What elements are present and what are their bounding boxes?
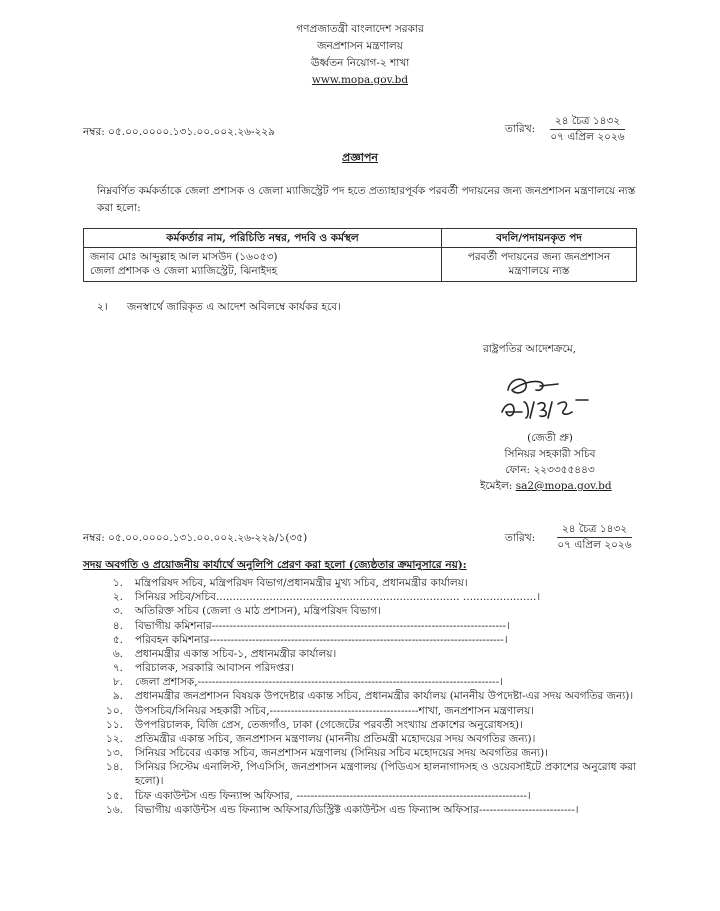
list-item	[83, 789, 643, 803]
email-label: ইমেইল:	[480, 480, 513, 492]
memo-number: নম্বর: ০৫.০০.০০০০.১৩১.০০.০০২.২৬-২২৯	[83, 126, 275, 138]
signatory-phone: ফোন: ২২৩৩৫৫৪৪৩	[505, 464, 595, 476]
email-link[interactable]: sa2@mopa.gov.bd	[515, 480, 612, 492]
list-item-number: ৪.	[112, 619, 123, 632]
signature-icon	[500, 372, 595, 427]
list-item-number: ১৬.	[106, 803, 123, 816]
date-label: তারিখ:	[505, 123, 536, 135]
date-bangla-copy: ২৪ চৈত্র ১৪৩২	[557, 522, 632, 538]
list-item	[83, 661, 643, 675]
cc-list	[83, 576, 643, 817]
memo-number-copy: নম্বর: ০৫.০০.০০০০.১৩১.০০.০০২.২৬-২২৯/১(৩৫)	[83, 532, 308, 544]
officer-name: জনাব মোঃ আব্দুল্লাহ আল মাসউদ (১৬০৫৩)	[90, 251, 278, 264]
list-item-number: ১.	[112, 577, 123, 589]
officer-post: জেলা প্রশাসক ও জেলা ম্যাজিস্ট্রেট, ঝিনাইদহ	[90, 265, 278, 278]
list-item-text: পরিচালক, সরকারি আবাসন পরিদপ্তর।	[135, 662, 294, 675]
list-item	[83, 760, 643, 788]
date-bangla: ২৪ চৈত্র ১৪৩২	[550, 114, 625, 130]
list-item-text: প্রধানমন্ত্রীর জনপ্রশাসন বিষয়ক উপদেষ্টার একান্ত সচিব, প্রধানমন্ত্রীর কার্যালয় (মাননীয় উপদেষ্টা-এর সদয় অবগতির জন্য)।	[135, 690, 634, 703]
list-item-number: ১৩.	[106, 747, 123, 760]
list-item	[83, 718, 643, 732]
list-item-number: ৬.	[112, 647, 123, 660]
paragraph-2	[97, 300, 341, 314]
branch-name: ঊর্ধ্বতন নিয়োগ-২ শাখা	[310, 57, 410, 69]
list-item	[83, 590, 643, 604]
list-item	[83, 619, 643, 633]
website-link[interactable]: www.mopa.gov.bd	[311, 74, 409, 86]
date-block-copy	[557, 522, 632, 552]
list-item	[83, 689, 643, 703]
table-row	[84, 248, 637, 281]
list-item-number: ৮.	[112, 676, 123, 689]
list-item-number: ৯.	[112, 690, 123, 703]
col-officer-header: কর্মকর্তার নাম, পরিচিতি নম্বর, পদবি ও কর্মস্থল	[84, 229, 442, 248]
date-english: ০৭ এপ্রিল ২০২৬	[550, 131, 625, 144]
list-item-number: ২.	[112, 591, 123, 604]
list-item-number: ১৪.	[106, 761, 123, 774]
list-item-number: ৫.	[112, 633, 123, 646]
signature-block	[475, 431, 625, 495]
signatory-email-line	[475, 479, 625, 495]
table-header-row	[84, 229, 637, 248]
date-label-copy: তারিখ:	[505, 532, 536, 544]
notification-title: প্রজ্ঞাপন	[342, 151, 378, 164]
col-posting-header: বদলি/পদায়নকৃত পদ	[442, 229, 637, 248]
list-item	[83, 675, 643, 689]
list-item-text: জেলা প্রশাসক,-------------------------------------------------------------------------------------।	[135, 676, 503, 689]
cc-heading: সদয় অবগতি ও প্রয়োজনীয় কার্যার্থে অনুলিপি প্রেরণ করা হলো (জ্যেষ্ঠতার ক্রমানুসারে নয়):	[83, 559, 467, 571]
signatory-designation: সিনিয়র সহকারী সচিব	[504, 448, 596, 460]
list-item-text: মন্ত্রিপরিষদ সচিব, মন্ত্রিপরিষদ বিভাগ/প্রধানমন্ত্রীর মুখ্য সচিব, প্রধানমন্ত্রীর কার্যালয়।	[135, 577, 468, 589]
list-item-text: উপপরিচালক, বিজি প্রেস, তেজগাঁও, ঢাকা (গেজেটের পরবর্তী সংখ্যায় প্রকাশের অনুরোধসহ)।	[135, 718, 523, 731]
list-item-number: ৩.	[112, 605, 123, 618]
list-item	[83, 732, 643, 746]
list-item-text: প্রধানমন্ত্রীর একান্ত সচিব-১, প্রধানমন্ত্রীর কার্যালয়।	[135, 647, 337, 660]
date-english-copy: ০৭ এপ্রিল ২০২৬	[557, 539, 632, 552]
signatory-name: (জেতী প্রু)	[527, 432, 573, 444]
new-posting-line2: মন্ত্রণালয়ে ন্যস্ত	[508, 265, 570, 278]
list-item-number: ১২.	[106, 732, 123, 745]
list-item	[83, 604, 643, 618]
list-item	[83, 633, 643, 647]
list-item-text: সিনিয়র সচিব/সচিব......................................................................... ......................।	[135, 591, 541, 604]
list-item-text: বিভাগীয় কমিশনার-----------------------------------------------------------------------------------।	[135, 619, 510, 632]
list-item-number: ৭.	[112, 662, 123, 675]
letterhead	[0, 22, 720, 90]
list-item	[83, 647, 643, 661]
list-item-text: উপসচিব/সিনিয়র সহকারী সচিব,------------------------------------------শাখা, জনপ্রশাসন মন্ত্রণালয়।	[135, 704, 535, 717]
list-item	[83, 803, 643, 817]
posting-cell	[442, 248, 637, 281]
list-item-text: সিনিয়র সিস্টেম এনালিস্ট, পিএসিসি, জনপ্রশাসন মন্ত্রণালয় (পিডিএস হালনাগাদসহ ও ওয়েবসাইটে প্রকাশের অনুরোধ করা হলো)।	[135, 761, 637, 788]
govt-name: গণপ্রজাতন্ত্রী বাংলাদেশ সরকার	[296, 23, 424, 35]
list-item	[83, 576, 643, 590]
list-item-number: ১০.	[106, 704, 123, 717]
ministry-name: জনপ্রশাসন মন্ত্রণালয়	[317, 40, 403, 52]
by-order-line: রাষ্ট্রপতির আদেশক্রমে,	[483, 343, 576, 355]
list-item-text: বিভাগীয় একাউন্টস এন্ড ফিন্যান্স অফিসার/ডিস্ট্রিক্ট একাউন্টস এন্ড ফিন্যান্স অফিসার---------------------------।	[135, 803, 579, 816]
date-block	[550, 114, 625, 144]
paragraph-text: জনস্বার্থে জারিকৃত এ আদেশ অবিলম্বে কার্যকর হবে।	[127, 301, 341, 313]
posting-table	[83, 228, 637, 282]
list-item-text: পরিবহন কমিশনার-----------------------------------------------------------------------------------।	[135, 633, 508, 646]
list-item	[83, 704, 643, 718]
list-item-text: চিফ একাউন্টস এন্ড ফিন্যান্স অফিসার, -----------------------------------------------------------------।	[135, 789, 531, 802]
list-item-number: ১৫.	[106, 789, 123, 802]
intro-paragraph: নিম্নবর্ণিত কর্মকর্তাকে জেলা প্রশাসক ও জেলা ম্যাজিস্ট্রেট পদ হতে প্রত্যাহারপূর্বক পরবর্তী পদায়নের জন্য জনপ্রশাসন মন্ত্রণালয়ে ন্যস্ত করা হলো:	[97, 185, 636, 214]
list-item-text: প্রতিমন্ত্রীর একান্ত সচিব, জনপ্রশাসন মন্ত্রণালয় (মাননীয় প্রতিমন্ত্রী মহোদয়ের সদয় অবগতির জন্য)।	[135, 732, 536, 745]
list-item	[83, 746, 643, 760]
list-item-text: সিনিয়র সচিবের একান্ত সচিব, জনপ্রশাসন মন্ত্রণালয় (সিনিয়র সচিব মহোদয়ের সদয় অবগতির জন্য)।	[135, 747, 548, 760]
list-item-number: ১১.	[106, 718, 123, 731]
officer-cell	[84, 248, 442, 281]
new-posting-line1: পরবর্তী পদায়নের জন্য জনপ্রশাসন	[467, 251, 611, 264]
paragraph-number: ২।	[97, 301, 108, 313]
list-item-text: অতিরিক্ত সচিব (জেলা ও মাঠ প্রশাসন), মন্ত্রিপরিষদ বিভাগ।	[135, 605, 382, 618]
